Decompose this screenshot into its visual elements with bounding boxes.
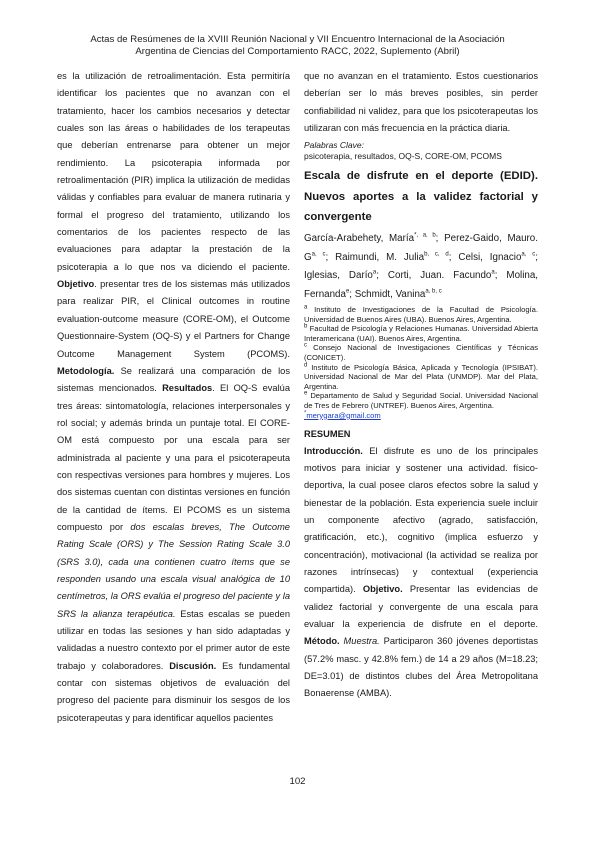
author-sup: a, b, c — [425, 289, 442, 295]
author-sup: e — [345, 289, 350, 295]
page-number: 102 — [289, 776, 306, 787]
metodologia-label: Metodología. — [57, 365, 115, 376]
author-sup: a, c — [521, 251, 536, 258]
author: ; Iglesias, Darío — [304, 251, 538, 282]
metodo-label: Método. — [304, 636, 340, 647]
resumen-heading: RESUMEN — [304, 428, 351, 439]
resultados-text-2: Estas escalas se pueden utilizar en todas las sesiones y han sido adaptadas y validadas a nuestro contexto por el primer autor de este trabajo y colaboradores. — [57, 608, 290, 671]
author-list — [304, 230, 538, 305]
affiliation-sup: e — [304, 390, 308, 397]
author: ; Schmidt, Vanina — [349, 289, 426, 301]
email-text: merygara@gmail.com — [306, 410, 381, 420]
metodologia-text: Se realizará una comparación de los sistemas mencionados. — [57, 365, 290, 394]
resultados-label: Resultados — [162, 383, 213, 394]
author-sup: a — [372, 270, 377, 277]
discusion-text: Es fundamental contar con sistemas objetivos de evaluación del progreso del paciente para disminuir los sesgos de los psicoterapeutas y para identificar aquellos pacientes — [57, 660, 290, 723]
affiliation-sup: b — [304, 323, 308, 330]
discusion-label: Discusión. — [169, 660, 217, 671]
abstract-body — [304, 443, 538, 703]
affiliation-text: Facultad de Psicología y Relaciones Humanas. Universidad Abierta Interamericana (UAI). Buenos Aires, Argentina. — [304, 324, 538, 343]
affiliation-sup: d — [304, 362, 308, 369]
author: ; Celsi, Ignacio — [448, 251, 522, 263]
email-sup: * — [304, 410, 307, 417]
affiliation-sup: c — [304, 342, 307, 349]
author: ; Raimundi, M. Julia — [325, 251, 425, 263]
affiliation — [304, 391, 538, 410]
affiliation — [304, 324, 538, 343]
affiliation-text: Instituto de Investigaciones de la Facultad de Psicología. Universidad de Buenos Aires (UBA). Buenos Aires, Argentina. — [304, 305, 538, 324]
resultados-text: . El OQ-S evalúa tres áreas: sintomatología, relaciones interpersonales y rol social; y además brinda un puntaje total. El CORE-OM está compuesto por una escala para ser administrada al paciente y una para el psicoterapeuta con respectivas versiones para hombres y mujeres. Los dos sistemas cuentan con distintas versiones en función de la cantidad de ítems. El PCOMS es un sistema compuesto por — [57, 383, 290, 532]
left-intro-text: es la utilización de retroalimentación. Esta permitiría identificar los pacientes que no avanzan con el tratamiento, hacer los cambios necesarios y detectar cuales son las áreas o habilidades de los terapeutas que deberían entrenarse para obtener un mejor rendimiento. La psicoterapia informada por retroalimentación (PIR) implica la utilización de medidas válidas y confiables para evaluar de manera rutinaria y formal el progreso del tratamiento, utilizando los comentarios de los pacientes respecto de las evaluaciones para adaptar la prestación de la psicoterapia a lo que nos va diciendo el paciente. — [57, 71, 290, 272]
running-header — [48, 34, 547, 59]
affiliation — [304, 363, 538, 392]
author-sup: *, a, b — [414, 232, 436, 239]
email-link[interactable] — [304, 411, 538, 421]
introduccion-text: El disfrute es uno de los principales motivos para iniciar y sostener una actividad. físico-deportiva, la cual posee claros efectos sobre la salud y bienestar de la población. Esta experiencia suele incluir un componente afectivo (agrado, satisfacción, gratificación, etc.), cognitivo (implica esfuerzo y concentración), motivacional (la actividad se realiza por razones intrínsecas) y contextual (experiencia compartida). — [304, 445, 538, 595]
metodo-text: Participaron 360 jóvenes deportistas (57.2% masc. y 42.8% fem.) de 14 a 29 años (M=18.23; DE=3.01) de distintos clubes del Área Metropolitana Bonaerense (AMBA). — [304, 636, 538, 699]
affiliation — [304, 305, 538, 324]
author: ; Molina, Fernanda — [304, 270, 538, 301]
right-continued-text: que no avanzan en el tratamiento. Estos cuestionarios deberían ser lo más breves posibles, sin perder confiabilidad ni validez, para que los psicoterapeutas los utilizaran con más frecuencia en la práctica diaria. — [304, 71, 538, 134]
affiliation-text: Instituto de Psicología Básica, Aplicada y Tecnología (IPSIBAT). Universidad Nacional de Mar del Plata (UNMDP). Mar del Plata, Argentina. — [304, 362, 538, 391]
keywords-text: psicoterapia, resultados, OQ-S, CORE-OM, PCOMS — [304, 150, 502, 161]
author: García-Arabehety, María — [304, 232, 415, 244]
left-column — [57, 68, 290, 727]
affiliation — [304, 343, 538, 362]
author-sup: b, c, d — [424, 251, 449, 258]
affiliation-text: Consejo Nacional de Investigaciones Científicas y Técnicas (CONICET). — [304, 343, 538, 363]
muestra-label: Muestra. — [343, 636, 380, 647]
header-line-2: Argentina de Ciencias del Comportamiento RACC, 2022, Suplemento (Abril) — [135, 46, 460, 58]
author: ; Perez-Gaido, Mauro. G — [304, 232, 538, 263]
author: ; Corti, Juan. Facundo — [376, 270, 492, 282]
keywords-label: Palabras Clave: — [304, 140, 365, 151]
author-sup: a, c — [311, 251, 326, 258]
resultados-italic-text: dos escalas breves, The Outcome Rating Scale (ORS) y The Session Rating Scale 3.0 (SRS 3.0), cada una contienen cuatro ítems que se responden usando una escala visual analógica de 10 centímetros, la ORS evalúa el progreso del paciente y la SRS la alianza terapéutica. — [57, 521, 290, 619]
article-title: Escala de disfrute en el deporte (EDID). Nuevos aportes a la validez factorial y convergente — [304, 170, 538, 224]
affiliation-text: Departamento de Salud y Seguridad Social. Universidad Nacional de Tres de Febrero (UNTREF). Buenos Aires, Argentina. — [304, 391, 538, 410]
right-column — [304, 68, 538, 703]
header-line-1: Actas de Resúmenes de la XVIII Reunión Nacional y VII Encuentro Internacional de la Asociación — [90, 34, 505, 45]
objetivo-label: Objetivo. — [362, 584, 403, 595]
affiliation-sup: a — [304, 304, 308, 311]
left-body-text — [57, 68, 290, 727]
objetivo-label: Objetivo — [57, 279, 95, 290]
objetivo-text: . presentar tres de los sistemas más utilizados para realizar PIR, el Clinical outcomes in routine evaluation-outcome measure (CORE-OM), el Outcome Questionnaire-System (OQ-S) y el Partners for Change Outcome Management System (PCOMS). — [57, 279, 290, 359]
objetivo-text: Presentar las evidencias de validez factorial y convergente de una escala para evaluar la experiencia de disfrute en el deporte. — [304, 584, 538, 630]
introduccion-label: Introducción. — [304, 445, 363, 456]
author-sup: a — [491, 270, 495, 277]
